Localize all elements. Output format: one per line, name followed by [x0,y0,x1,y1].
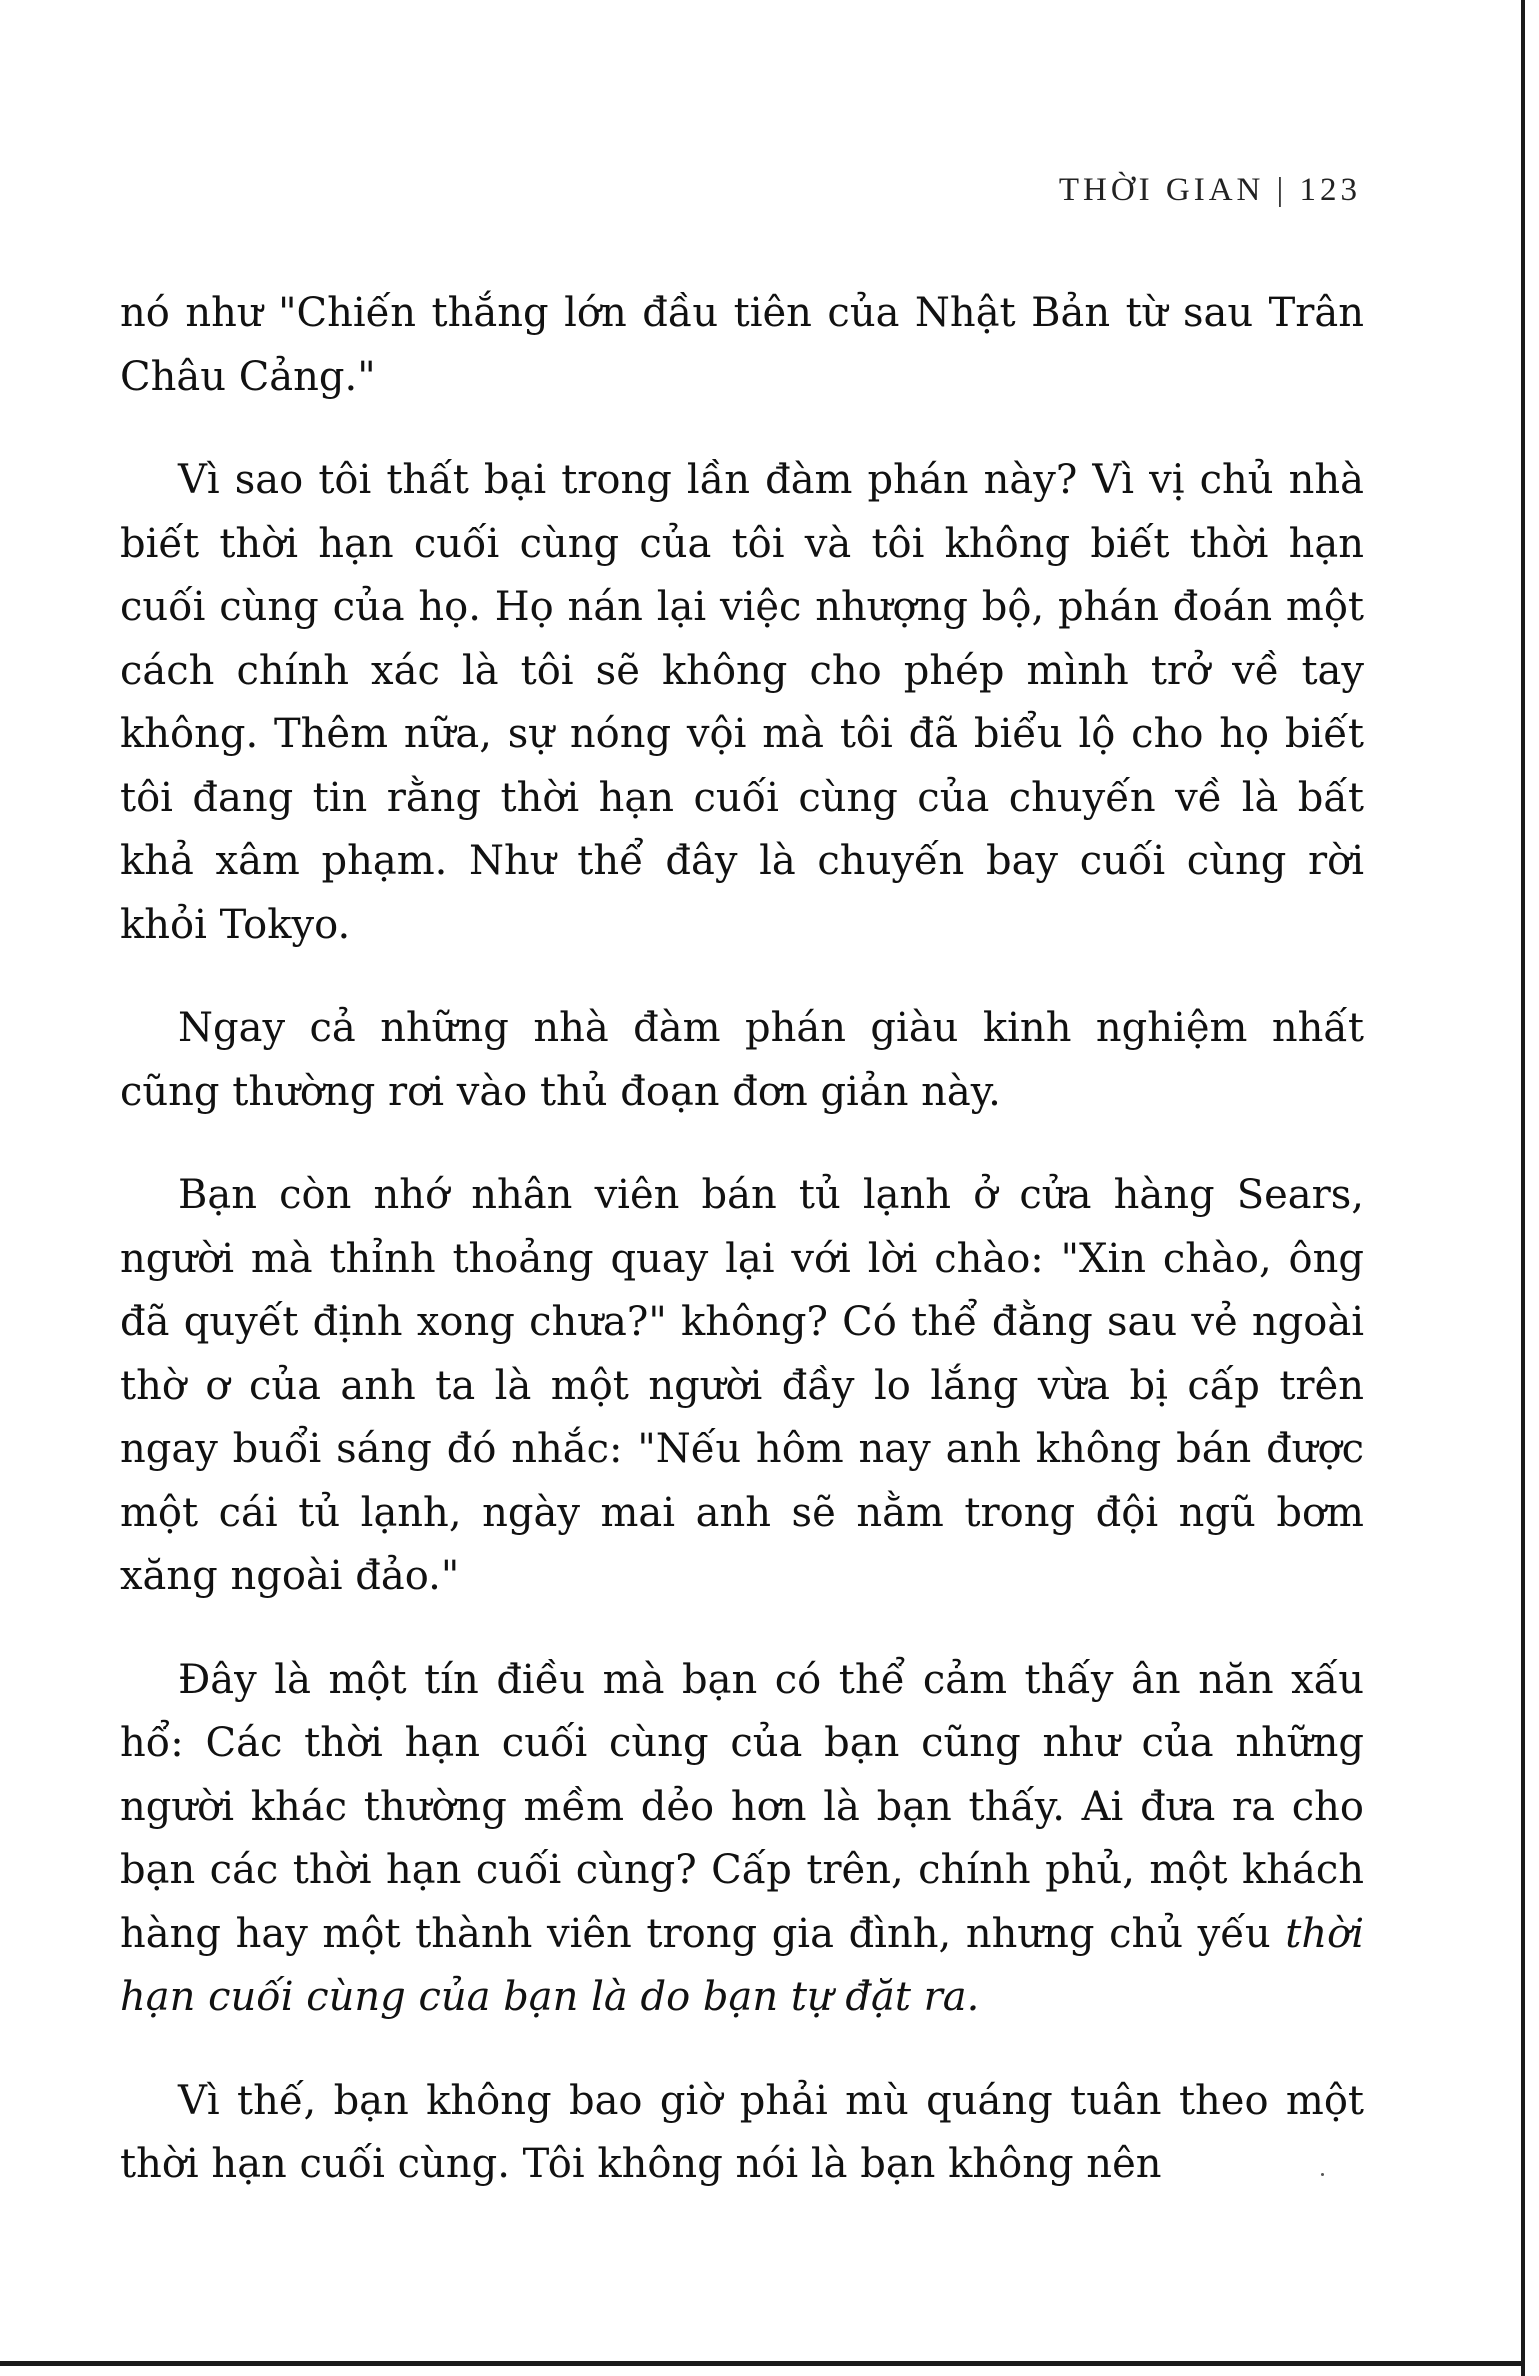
body-text [120,282,1364,2237]
paragraph-4: Bạn còn nhớ nhân viên bán tủ lạnh ở cửa hàng Sears, người mà thỉnh thoảng quay lại với lời chào: "Xin chào, ông đã quyết định xong chưa?" không? Có thể đằng sau vẻ ngoài thờ ơ của anh ta là một người đầy lo lắng vừa bị cấp trên ngay buổi sáng đó nhắc: "Nếu hôm nay anh không bán được một cái tủ lạnh, ngày mai anh sẽ nằm trong đội ngũ bơm xăng ngoài đảo." [120,1172,1364,1599]
page-edge-right [1521,0,1525,2376]
running-head: THỜI GIAN | 123 [1058,172,1361,208]
paragraph-5 [120,1649,1364,2030]
page-edge-bottom [0,2361,1525,2366]
paragraph-5-text: Đây là một tín điều mà bạn có thể cảm thấy ân năn xấu hổ: Các thời hạn cuối cùng của bạn cũng như của những người khác thường mềm dẻo hơn là bạn thấy. Ai đưa ra cho bạn các thời hạn cuối cùng? Cấp trên, chính phủ, một khách hàng hay một thành viên trong gia đình, nhưng chủ yếu [120,1656,1364,1957]
paragraph-5-emphasis: thời hạn cuối cùng của bạn là do bạn tự đặt ra. [120,1910,1365,2020]
print-speck [1321,2173,1324,2176]
paragraph-2: Vì sao tôi thất bại trong lần đàm phán này? Vì vị chủ nhà biết thời hạn cuối cùng của tôi và tôi không biết thời hạn cuối cùng của họ. Họ nán lại việc nhượng bộ, phán đoán một cách chính xác là tôi sẽ không cho phép mình trở về tay không. Thêm nữa, sự nóng vội mà tôi đã biểu lộ cho họ biết tôi đang tin rằng thời hạn cuối cùng của chuyến về là bất khả xâm phạm. Như thể đây là chuyến bay cuối cùng rời khỏi Tokyo. [120,457,1364,948]
paragraph-6: Vì thế, bạn không bao giờ phải mù quáng tuân theo một thời hạn cuối cùng. Tôi không nói là bạn không nên [120,2077,1364,2187]
paragraph-3: Ngay cả những nhà đàm phán giàu kinh nghiệm nhất cũng thường rơi vào thủ đoạn đơn giản này. [120,1005,1364,1115]
paragraph-1: nó như "Chiến thắng lớn đầu tiên của Nhật Bản từ sau Trân Châu Cảng." [120,290,1364,400]
